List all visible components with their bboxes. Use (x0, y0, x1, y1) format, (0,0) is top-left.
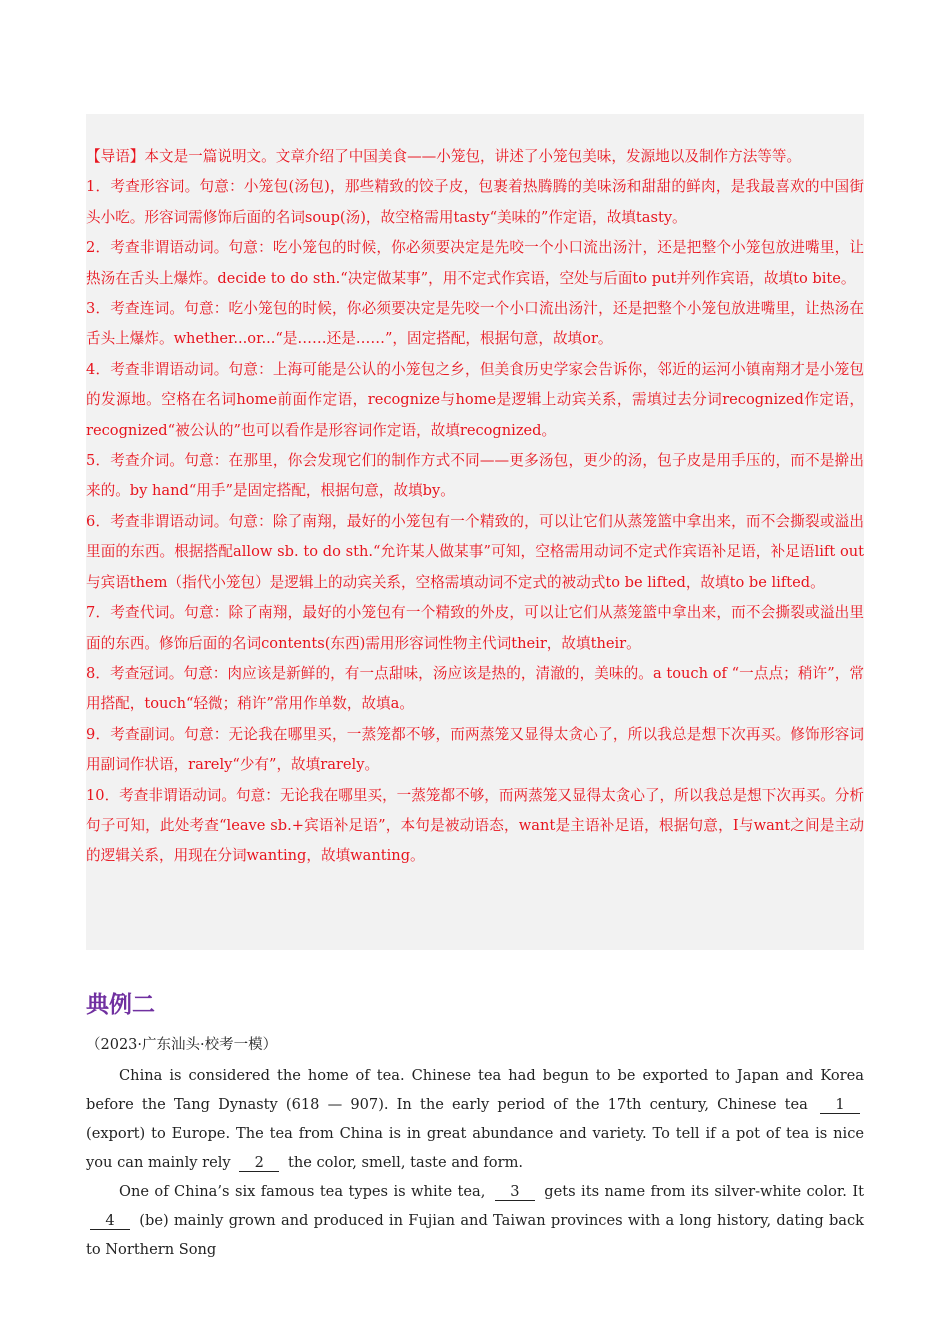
passage-text: China is considered the home of tea. Chinese tea had begun to be exported to Japan and Korea before the Tang Dynasty (618 — 907). In the early period of the 17th century, Chinese tea (86, 1067, 864, 1113)
passage-text: gets its name from its silver-white color. It (544, 1183, 864, 1200)
question-source: （2023·广东汕头·校考一模） (86, 1037, 278, 1053)
explanation-item: 4．考查非谓语动词。句意：上海可能是公认的小笼包之乡，但美食历史学家会告诉你，邻近的运河小镇南翔才是小笼包的发源地。空格在名词home前面作定语，recognize与home是逻辑上动宾关系，需填过去分词recognized作定语，recognized“被公认的”也可以看作是形容词作定语，故填recognized。 (86, 360, 864, 439)
blank-4: 4 (90, 1213, 130, 1230)
passage-text: the color, smell, taste and form. (287, 1154, 524, 1171)
reading-passage (86, 1061, 864, 1264)
explanation-item: 8．考查冠词。句意：肉应该是新鲜的，有一点甜味，汤应该是热的，清澈的，美味的。a touch of “一点点；稍许”，常用搭配，touch“轻微；稍许”常用作单数，故填a。 (86, 664, 864, 713)
explanation-item: 2．考查非谓语动词。句意：吃小笼包的时候，你必须要决定是先咬一个小口流出汤汁，还是把整个小笼包放进嘴里，让热汤在舌头上爆炸。decide to do sth.“决定做某事”，用不定式作宾语，空处与后面to put并列作宾语，故填to bite。 (86, 239, 864, 287)
lead-paragraph: 【导语】本文是一篇说明文。文章介绍了中国美食——小笼包，讲述了小笼包美味，发源地以及制作方法等等。 (86, 148, 802, 165)
explanation-item: 6．考查非谓语动词。句意：除了南翔，最好的小笼包有一个精致的，可以让它们从蒸笼篮中拿出来，而不会撕裂或溢出里面的东西。根据搭配allow sb. to do sth.“允许某人做某事”可知，空格需用动词不定式作宾语补足语，补足语lift out与宾语them（指代小笼包）是逻辑上的动宾关系，空格需填动词不定式的被动式to be lifted，故填to be lifted。 (86, 512, 864, 591)
passage-paragraph-1 (86, 1061, 864, 1177)
blank-1: 1 (820, 1097, 860, 1114)
explanation-item: 10．考查非谓语动词。句意：无论我在哪里买，一蒸笼都不够，而两蒸笼又显得太贪心了，所以我总是想下次再买。分析句子可知，此处考查“leave sb.+宾语补足语”，本句是被动语态，want是主语补足语，根据句意，I与want之间是主动的逻辑关系，用现在分词wanting，故填wanting。 (86, 786, 864, 865)
explanation-item: 1．考查形容词。句意：小笼包(汤包)，那些精致的饺子皮，包裹着热腾腾的美味汤和甜甜的鲜肉，是我最喜欢的中国街头小吃。形容词需修饰后面的名词soup(汤)，故空格需用tasty“美味的”作定语，故填tasty。 (86, 178, 864, 226)
passage-text: (be) mainly grown and produced in Fujian and Taiwan provinces with a long history, dating back to Northern Song (86, 1212, 865, 1258)
passage-text: (export) to Europe. The tea from China is in great abundance and variety. To tell if a pot of tea is nice you can mainly rely (86, 1125, 864, 1171)
passage-text: One of China’s six famous tea types is white tea, (119, 1183, 486, 1200)
explanation-item: 3．考查连词。句意：吃小笼包的时候，你必须要决定是先咬一个小口流出汤汁，还是把整个小笼包放进嘴里，让热汤在舌头上爆炸。whether...or...“是……还是……”，固定搭配，根据句意，故填or。 (86, 300, 864, 348)
explanation-item: 7．考查代词。句意：除了南翔，最好的小笼包有一个精致的外皮，可以让它们从蒸笼篮中拿出来，而不会撕裂或溢出里面的东西。修饰后面的名词contents(东西)需用形容词性物主代词their，故填their。 (86, 604, 864, 652)
explanation-item: 5．考查介词。句意：在那里，你会发现它们的制作方式不同——更多汤包，更少的汤，包子皮是用手压的，而不是擀出来的。by hand“用手”是固定搭配，根据句意，故填by。 (86, 452, 864, 500)
blank-3: 3 (495, 1184, 535, 1201)
section-title: 典例二 (86, 992, 155, 1018)
blank-2: 2 (239, 1155, 279, 1172)
explanation-item: 9．考查副词。句意：无论我在哪里买，一蒸笼都不够，而两蒸笼又显得太贪心了，所以我总是想下次再买。修饰形容词用副词作状语，rarely“少有”，故填rarely。 (86, 725, 864, 774)
answer-explanation-box (86, 114, 864, 950)
passage-paragraph-2 (86, 1177, 864, 1264)
